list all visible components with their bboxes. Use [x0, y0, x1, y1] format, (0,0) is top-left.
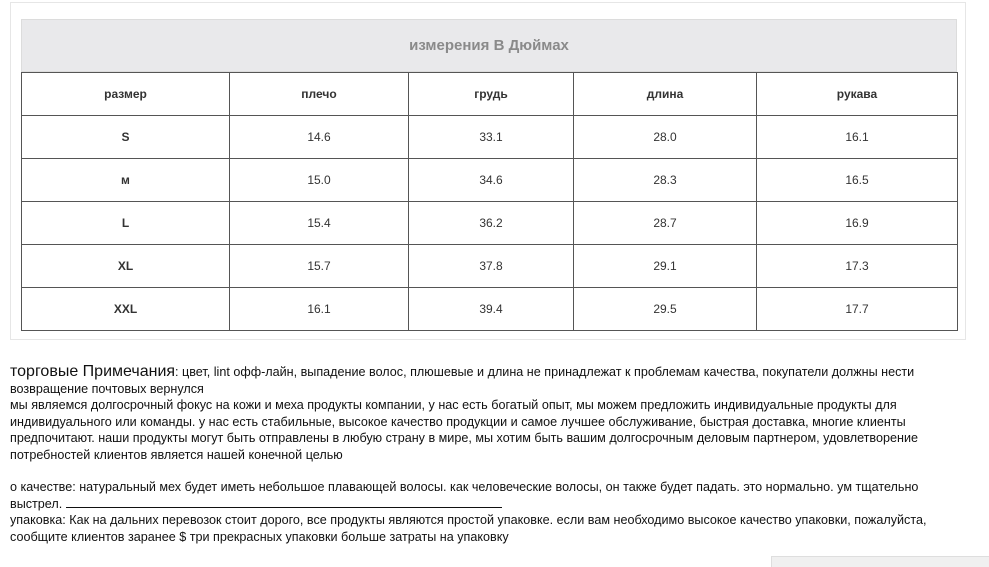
- size-cell: L: [22, 202, 230, 245]
- seller-notes: [10, 364, 972, 545]
- notes-paragraph-2: мы являемся долгосрочный фокус на кожи и меха продукты компании, у нас есть богатый опыт, мы можем предложить индивидуальные продукты для индивидуального или команды. у нас есть стабильные, высокое качество продукции и самое лучшее обслуживание, быстрая доставка, многие клиенты предпочитают. наши продукты могут быть отправлены в любую страну в мире, мы хотим быть вашим долгосрочным деловым партнером, удовлетворение потребностей клиентов является нашей конечной целью: [10, 398, 918, 462]
- size-cell: XL: [22, 245, 230, 288]
- length-cell: 28.7: [574, 202, 757, 245]
- shoulder-cell: 14.6: [230, 116, 409, 159]
- chest-cell: 34.6: [409, 159, 574, 202]
- size-table: [21, 72, 958, 331]
- size-cell: XXL: [22, 288, 230, 331]
- chest-cell: 33.1: [409, 116, 574, 159]
- sleeve-cell: 16.1: [757, 116, 958, 159]
- header-size: размер: [22, 73, 230, 116]
- length-cell: 28.3: [574, 159, 757, 202]
- shoulder-cell: 16.1: [230, 288, 409, 331]
- shoulder-cell: 15.7: [230, 245, 409, 288]
- length-cell: 29.1: [574, 245, 757, 288]
- sleeve-cell: 17.7: [757, 288, 958, 331]
- sleeve-cell: 16.9: [757, 202, 958, 245]
- chest-cell: 37.8: [409, 245, 574, 288]
- header-length: длина: [574, 73, 757, 116]
- table-row: [22, 116, 958, 159]
- notes-paragraph-1: [10, 364, 972, 397]
- table-row: [22, 159, 958, 202]
- chest-cell: 39.4: [409, 288, 574, 331]
- corner-panel: [771, 556, 989, 567]
- notes-heading: торговые Примечания: [10, 363, 176, 380]
- table-row: [22, 202, 958, 245]
- table-row: [22, 288, 958, 331]
- sleeve-cell: 17.3: [757, 245, 958, 288]
- table-row: [22, 245, 958, 288]
- header-sleeve: рукава: [757, 73, 958, 116]
- shoulder-cell: 15.4: [230, 202, 409, 245]
- divider-line: [66, 507, 502, 508]
- sleeve-cell: 16.5: [757, 159, 958, 202]
- shoulder-cell: 15.0: [230, 159, 409, 202]
- packaging-note: упаковка: Как на дальних перевозок стоит дорого, все продукты являются простой упаковке. если вам необходимо высокое качество упаковки, пожалуйста, сообщите клиентов заранее $ три прекрасных упаковки больше затраты на упаковку: [10, 513, 927, 544]
- header-shoulder: плечо: [230, 73, 409, 116]
- quality-text: о качестве: натуральный мех будет иметь небольшое плавающей волосы. как человеческие волосы, он также будет падать. это нормально. ум тщательно выстрел.: [10, 480, 919, 511]
- size-cell: S: [22, 116, 230, 159]
- length-cell: 29.5: [574, 288, 757, 331]
- quality-note: [10, 479, 972, 512]
- length-cell: 28.0: [574, 116, 757, 159]
- size-cell: м: [22, 159, 230, 202]
- header-chest: грудь: [409, 73, 574, 116]
- chest-cell: 36.2: [409, 202, 574, 245]
- table-title: измерения В Дюймах: [21, 19, 957, 72]
- table-header-row: [22, 73, 958, 116]
- notes-line-1: : цвет, lint офф-лайн, выпадение волос, плюшевые и длина не принадлежат к проблемам качества, покупатели должны нести возвращение почтовых вернулся: [10, 365, 915, 396]
